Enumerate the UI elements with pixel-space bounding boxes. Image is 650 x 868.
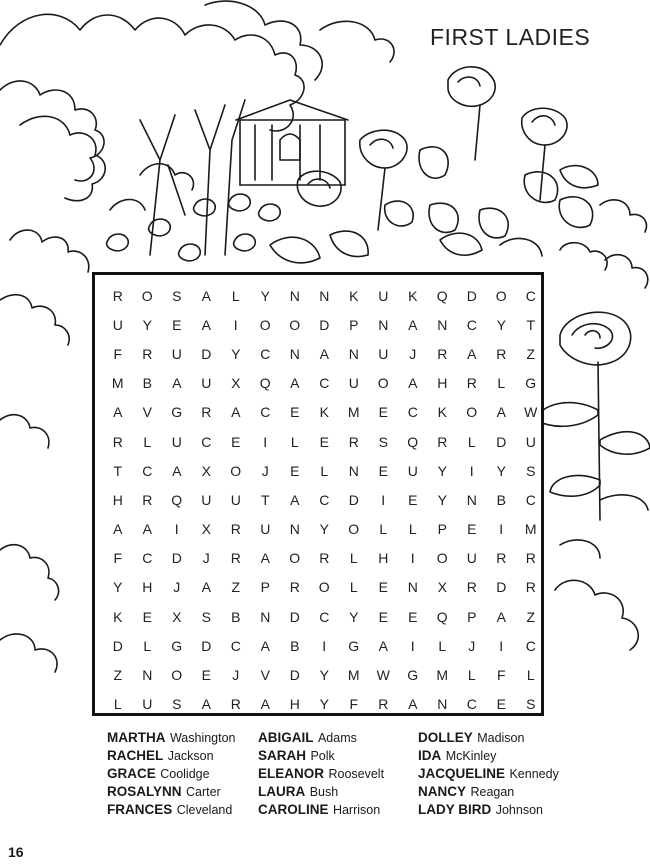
grid-letter: E (290, 404, 300, 421)
grid-letter: A (113, 521, 123, 538)
grid-letter: R (525, 579, 536, 596)
grid-letter: X (437, 579, 447, 596)
grid-letter: U (466, 550, 477, 567)
grid-letter: R (112, 433, 123, 450)
grid-letter: Y (319, 696, 329, 713)
grid-letter: L (113, 696, 122, 713)
grid-letter: G (525, 375, 537, 392)
grid-letter: A (408, 696, 418, 713)
last-name: McKinley (445, 749, 497, 763)
page-number: 16 (8, 844, 24, 860)
word-list-item (258, 765, 384, 783)
first-name: RACHEL (107, 748, 164, 763)
grid-letter: F (113, 550, 123, 567)
grid-letter: N (437, 316, 448, 333)
grid-letter: E (319, 433, 329, 450)
grid-letter: E (290, 462, 300, 479)
grid-letter: A (201, 696, 211, 713)
grid-letter: E (231, 433, 241, 450)
rose-cluster-illustration (297, 67, 592, 238)
grid-letter: Y (349, 608, 359, 625)
grid-letter: I (263, 433, 268, 450)
grid-letter: E (378, 462, 388, 479)
grid-letter: C (230, 637, 241, 654)
grid-letter: O (289, 550, 301, 567)
grid-letter: A (172, 462, 182, 479)
grid-letter: N (407, 579, 418, 596)
last-name: Reagan (470, 785, 515, 799)
word-list-item (418, 747, 559, 765)
grid-letter: M (347, 667, 360, 684)
first-name: LADY BIRD (418, 802, 492, 817)
grid-letter: C (260, 404, 271, 421)
grid-letter: L (526, 667, 535, 684)
grid-letter: D (289, 667, 300, 684)
last-name: Washington (169, 731, 236, 745)
grid-letter: F (496, 667, 506, 684)
grid-letter: O (318, 579, 330, 596)
grid-letter: E (408, 608, 418, 625)
grid-letter: A (260, 637, 270, 654)
grid-letter: I (499, 637, 504, 654)
grid-letter: A (378, 637, 388, 654)
grid-letter: A (172, 375, 182, 392)
grid-letter: N (142, 667, 153, 684)
grid-letter: Q (407, 433, 419, 450)
grid-letter: B (142, 375, 152, 392)
grid-letter: R (525, 550, 536, 567)
word-list-column-1 (107, 729, 236, 819)
grid-letter: B (231, 608, 241, 625)
grid-letter: M (111, 375, 124, 392)
grid-letter: D (289, 608, 300, 625)
word-list-item (258, 801, 384, 819)
word-list-item (107, 729, 236, 747)
grid-letter: Z (526, 345, 536, 362)
grid-letter: R (496, 345, 507, 362)
grid-letter: M (347, 404, 360, 421)
grid-letter: A (496, 404, 506, 421)
grid-letter: Z (113, 667, 123, 684)
grid-letter: Z (526, 608, 536, 625)
grid-letter: I (381, 491, 386, 508)
word-list-item (418, 801, 559, 819)
grid-letter: D (348, 491, 359, 508)
grid-letter: D (112, 637, 123, 654)
grid-letter: R (319, 550, 330, 567)
grid-letter: R (437, 345, 448, 362)
first-name: NANCY (418, 784, 467, 799)
grid-letter: C (407, 404, 418, 421)
grid-letter: J (232, 667, 240, 684)
grid-letter: E (496, 696, 506, 713)
last-name: Kennedy (509, 767, 559, 781)
grid-letter: Y (260, 287, 270, 304)
word-list-item (107, 765, 236, 783)
grid-letter: V (142, 404, 152, 421)
grid-letter: J (202, 550, 210, 567)
grid-letter: U (230, 491, 241, 508)
grid-letter: F (349, 696, 359, 713)
grid-letter: G (171, 404, 183, 421)
first-name: MARTHA (107, 730, 166, 745)
last-name: Polk (310, 749, 335, 763)
grid-letter: E (142, 608, 152, 625)
grid-letter: I (499, 521, 504, 538)
grid-letter: N (319, 287, 330, 304)
grid-letter: H (437, 375, 448, 392)
page-title: FIRST LADIES (430, 24, 591, 50)
grid-letter: L (349, 550, 358, 567)
grid-letter: R (496, 550, 507, 567)
grid-letter: R (142, 491, 153, 508)
word-list-item (107, 783, 236, 801)
grid-letter: C (319, 375, 330, 392)
grid-letter: A (201, 287, 211, 304)
last-name: Jackson (167, 749, 214, 763)
grid-letter: G (348, 637, 360, 654)
word-list-column-3 (418, 729, 559, 819)
grid-letter: Y (231, 345, 241, 362)
grid-letter: D (496, 433, 507, 450)
grid-letter: I (410, 550, 415, 567)
grid-letter: Y (437, 491, 447, 508)
grid-letter: R (437, 433, 448, 450)
grid-letter: Q (259, 375, 271, 392)
grid-letter: S (378, 433, 388, 450)
grid-letter: R (201, 404, 212, 421)
word-list-item (107, 747, 236, 765)
grid-letter: L (379, 521, 388, 538)
grid-letter: O (377, 375, 389, 392)
grid-letter: D (466, 287, 477, 304)
grid-letter: A (467, 345, 477, 362)
grid-letter: N (260, 608, 271, 625)
word-list-item (107, 801, 236, 819)
grid-letter: R (230, 521, 241, 538)
word-list-item (258, 747, 384, 765)
letter-grid (103, 281, 546, 719)
grid-letter: E (467, 521, 477, 538)
grid-letter: Q (436, 287, 448, 304)
grid-letter: J (261, 462, 269, 479)
grid-letter: S (172, 696, 182, 713)
first-name: ROSALYNN (107, 784, 182, 799)
grid-letter: Z (231, 579, 241, 596)
grid-letter: O (466, 404, 478, 421)
grid-letter: O (348, 521, 360, 538)
grid-letter: D (319, 316, 330, 333)
grid-letter: C (466, 696, 477, 713)
grid-letter: N (437, 696, 448, 713)
last-name: Harrison (332, 803, 381, 817)
grid-letter: O (259, 316, 271, 333)
grid-letter: E (378, 404, 388, 421)
grid-letter: R (112, 287, 123, 304)
word-search-grid (92, 272, 544, 716)
word-list-column-2 (258, 729, 384, 819)
grid-letter: C (201, 433, 212, 450)
grid-letter: A (201, 316, 211, 333)
grid-letter: U (525, 433, 536, 450)
grid-letter: E (172, 316, 182, 333)
grid-letter: K (349, 287, 359, 304)
grid-letter: C (525, 287, 536, 304)
grid-letter: I (469, 462, 474, 479)
grid-letter: L (467, 667, 476, 684)
grid-letter: L (349, 579, 358, 596)
grid-letter: C (525, 637, 536, 654)
grid-letter: B (496, 491, 506, 508)
grid-letter: C (319, 491, 330, 508)
grid-letter: R (230, 550, 241, 567)
grid-letter: C (525, 491, 536, 508)
grid-letter: J (468, 637, 476, 654)
last-name: Madison (477, 731, 525, 745)
grid-letter: L (143, 637, 152, 654)
grid-letter: N (466, 491, 477, 508)
last-name: Carter (185, 785, 221, 799)
grid-letter: U (348, 375, 359, 392)
grid-letter: U (378, 345, 389, 362)
grid-letter: Y (496, 462, 506, 479)
grid-letter: D (201, 637, 212, 654)
grid-letter: X (201, 521, 211, 538)
grid-letter: C (142, 550, 153, 567)
grid-letter: Q (436, 608, 448, 625)
grid-letter: L (320, 462, 329, 479)
grid-letter: C (466, 316, 477, 333)
grid-letter: N (348, 345, 359, 362)
grid-letter: A (496, 608, 506, 625)
grid-letter: N (378, 316, 389, 333)
grid-letter: P (260, 579, 270, 596)
grid-letter: S (526, 462, 536, 479)
grid-letter: I (410, 637, 415, 654)
grid-letter: H (112, 491, 123, 508)
grid-letter: R (378, 696, 389, 713)
last-name: Johnson (495, 803, 543, 817)
grid-letter: X (201, 462, 211, 479)
grid-letter: S (526, 696, 536, 713)
grid-letter: L (408, 521, 417, 538)
grid-letter: K (437, 404, 447, 421)
grid-letter: G (171, 637, 183, 654)
grid-letter: W (524, 404, 538, 421)
grid-letter: O (436, 550, 448, 567)
grid-letter: O (171, 667, 183, 684)
last-name: Bush (309, 785, 339, 799)
grid-letter: A (142, 521, 152, 538)
grid-letter: O (230, 462, 242, 479)
first-name: DOLLEY (418, 730, 473, 745)
grid-letter: E (378, 579, 388, 596)
grid-letter: Y (113, 579, 123, 596)
first-name: IDA (418, 748, 442, 763)
leaves-illustration (270, 166, 598, 263)
first-name: LAURA (258, 784, 306, 799)
grid-letter: A (260, 696, 270, 713)
small-roses-illustration (107, 194, 281, 261)
grid-letter: N (289, 287, 300, 304)
first-name: GRACE (107, 766, 156, 781)
grid-letter: R (466, 375, 477, 392)
word-list-item (418, 783, 559, 801)
grid-letter: Q (171, 491, 183, 508)
grid-letter: J (409, 345, 417, 362)
grid-letter: Y (319, 667, 329, 684)
grid-letter: B (290, 637, 300, 654)
grid-letter: H (142, 579, 153, 596)
grid-letter: T (260, 491, 270, 508)
grid-letter: F (113, 345, 123, 362)
grid-letter: N (348, 462, 359, 479)
grid-letter: M (436, 667, 449, 684)
grid-letter: L (231, 287, 240, 304)
grid-letter: A (408, 316, 418, 333)
grid-letter: W (376, 667, 390, 684)
first-name: CAROLINE (258, 802, 329, 817)
last-name: Adams (317, 731, 357, 745)
word-list-item (258, 729, 384, 747)
right-rose-illustration (535, 312, 650, 520)
grid-letter: A (113, 404, 123, 421)
grid-letter: N (289, 345, 300, 362)
grid-letter: U (142, 696, 153, 713)
grid-letter: G (407, 667, 419, 684)
grid-letter: D (171, 550, 182, 567)
grid-letter: H (378, 550, 389, 567)
grid-letter: P (437, 521, 447, 538)
grid-letter: A (290, 491, 300, 508)
first-name: SARAH (258, 748, 307, 763)
grid-letter: R (289, 579, 300, 596)
grid-letter: E (201, 667, 211, 684)
grid-letter: I (322, 637, 327, 654)
last-name: Cleveland (176, 803, 233, 817)
grid-letter: V (260, 667, 270, 684)
grid-letter: C (142, 462, 153, 479)
grid-letter: Y (437, 462, 447, 479)
grid-letter: K (408, 287, 418, 304)
grid-letter: M (524, 521, 537, 538)
grid-letter: P (467, 608, 477, 625)
grid-letter: A (290, 375, 300, 392)
last-name: Coolidge (160, 767, 210, 781)
grid-letter: R (230, 696, 241, 713)
grid-letter: S (201, 608, 211, 625)
grid-letter: L (143, 433, 152, 450)
grid-letter: O (289, 316, 301, 333)
grid-letter: Y (319, 521, 329, 538)
grid-letter: L (467, 433, 476, 450)
grid-letter: A (231, 404, 241, 421)
grid-letter: R (466, 579, 477, 596)
grid-letter: U (407, 462, 418, 479)
grid-letter: C (260, 345, 271, 362)
grid-letter: Y (142, 316, 152, 333)
grid-letter: C (319, 608, 330, 625)
grid-letter: I (174, 521, 179, 538)
first-name: FRANCES (107, 802, 173, 817)
tree-trunks-illustration (140, 100, 245, 255)
tree-canopy-illustration (0, 1, 394, 210)
grid-letter: X (172, 608, 182, 625)
grid-letter: A (260, 550, 270, 567)
grid-letter: K (319, 404, 329, 421)
first-name: ELEANOR (258, 766, 325, 781)
grid-letter: A (319, 345, 329, 362)
grid-letter: U (378, 287, 389, 304)
grid-letter: N (289, 521, 300, 538)
word-list-item (258, 783, 384, 801)
grid-letter: X (231, 375, 241, 392)
grid-letter: A (408, 375, 418, 392)
grid-letter: S (172, 287, 182, 304)
grid-letter: T (113, 462, 123, 479)
grid-letter: U (260, 521, 271, 538)
grid-letter: P (349, 316, 359, 333)
first-name: ABIGAIL (258, 730, 314, 745)
grid-letter: Y (496, 316, 506, 333)
grid-letter: D (201, 345, 212, 362)
grid-letter: T (526, 316, 536, 333)
grid-letter: H (289, 696, 300, 713)
grid-letter: A (201, 579, 211, 596)
grid-letter: U (201, 491, 212, 508)
grid-letter: E (408, 491, 418, 508)
grid-letter: E (378, 608, 388, 625)
grid-letter: J (173, 579, 181, 596)
white-house-illustration (236, 100, 348, 185)
word-list-item (418, 729, 559, 747)
grid-letter: R (348, 433, 359, 450)
grid-letter: O (495, 287, 507, 304)
grid-letter: U (171, 433, 182, 450)
grid-letter: L (290, 433, 299, 450)
grid-letter: U (201, 375, 212, 392)
grid-letter: D (496, 579, 507, 596)
grid-letter: L (438, 637, 447, 654)
first-name: JACQUELINE (418, 766, 506, 781)
grid-letter: I (233, 316, 238, 333)
grid-letter: R (142, 345, 153, 362)
grid-letter: K (113, 608, 123, 625)
word-list-item (418, 765, 559, 783)
grid-letter: U (171, 345, 182, 362)
grid-letter: L (497, 375, 506, 392)
last-name: Roosevelt (328, 767, 385, 781)
grid-letter: U (112, 316, 123, 333)
grid-letter: O (141, 287, 153, 304)
